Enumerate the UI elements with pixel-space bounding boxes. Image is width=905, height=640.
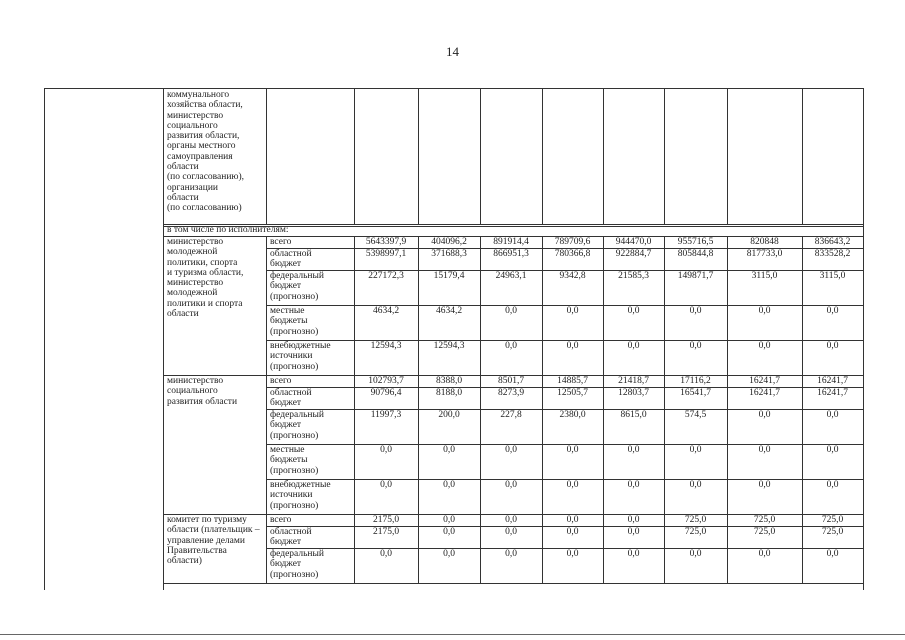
col-border — [418, 375, 419, 387]
col-border — [603, 387, 604, 409]
col-border — [480, 526, 481, 548]
value-cell: 3115,0 — [819, 271, 846, 281]
value-cell: 0,0 — [689, 480, 702, 490]
col-border — [480, 340, 481, 375]
value-cell: 227,8 — [500, 410, 522, 420]
executor-cell: министерство молодежной политики, спорта и туризма области, министерство молодежной политики и спорта области — [167, 237, 244, 320]
value-cell: 0,0 — [758, 410, 771, 420]
col-border — [480, 305, 481, 340]
value-cell: 0,0 — [826, 549, 839, 559]
value-cell: 16541,7 — [680, 388, 711, 398]
value-cell: 0,0 — [505, 515, 517, 525]
value-cell: 0,0 — [689, 445, 702, 455]
value-cell: 11997,3 — [370, 410, 402, 420]
source-cell: федеральный бюджет (прогнозно) — [270, 410, 324, 441]
value-cell: 8501,7 — [497, 376, 525, 386]
value-cell: 16241,7 — [817, 388, 848, 398]
col-border — [542, 236, 543, 248]
col-border — [266, 375, 267, 387]
value-cell: 0,0 — [758, 306, 771, 316]
col-border — [727, 514, 728, 526]
col-border — [802, 479, 803, 514]
value-cell: 0,0 — [566, 515, 579, 525]
value-cell: 0,0 — [627, 445, 640, 455]
source-cell: внебюджетные источники (прогнозно) — [270, 341, 331, 372]
col-border — [266, 444, 267, 479]
value-cell: 9342,8 — [559, 271, 586, 281]
col-border — [542, 479, 543, 514]
table-right-border — [863, 88, 864, 590]
col-border — [266, 340, 267, 375]
value-cell: 780366,8 — [554, 249, 591, 259]
col-border — [802, 236, 803, 248]
col-border — [418, 236, 419, 248]
col-border — [480, 236, 481, 248]
col-border — [354, 340, 355, 375]
col-border — [727, 375, 728, 387]
source-cell: местные бюджеты (прогнозно) — [270, 445, 319, 476]
source-cell: всего — [270, 237, 292, 247]
value-cell: 102793,7 — [368, 376, 404, 386]
value-cell: 8188,0 — [435, 388, 463, 398]
source-cell: местные бюджеты (прогнозно) — [270, 306, 319, 337]
col-border — [802, 375, 803, 387]
value-cell: 0,0 — [758, 341, 771, 351]
col-border — [542, 526, 543, 548]
col-border — [664, 236, 665, 248]
value-cell: 805844,8 — [677, 249, 714, 259]
value-cell: 817733,0 — [746, 249, 783, 259]
col-border — [727, 270, 728, 305]
value-cell: 0,0 — [443, 515, 455, 525]
col-border — [480, 548, 481, 583]
col-border — [266, 270, 267, 305]
executor-cell: комитет по туризму области (плательщик – управление делами Правительства области) — [167, 515, 260, 567]
value-cell: 8615,0 — [620, 410, 647, 420]
value-cell: 0,0 — [443, 480, 455, 490]
value-cell: 0,0 — [758, 445, 771, 455]
value-cell: 12594,3 — [433, 341, 465, 351]
col-border — [418, 409, 419, 444]
group-border — [163, 583, 863, 584]
col-border — [418, 248, 419, 270]
value-cell: 866951,3 — [493, 249, 529, 259]
col-border — [727, 305, 728, 340]
page-number: 14 — [446, 44, 459, 59]
col-border — [354, 409, 355, 444]
col-border — [603, 479, 604, 514]
col-border — [802, 514, 803, 526]
col-border-top — [480, 88, 481, 224]
col-border — [802, 270, 803, 305]
value-cell: 12803,7 — [618, 388, 649, 398]
col-border — [354, 305, 355, 340]
value-cell: 0,0 — [826, 341, 839, 351]
executor-cell: министерство социального развития области — [167, 376, 238, 407]
col-border — [542, 514, 543, 526]
col-border — [802, 526, 803, 548]
col-border — [664, 248, 665, 270]
col-border — [802, 444, 803, 479]
value-cell: 574,5 — [684, 410, 707, 420]
value-cell: 24963,1 — [495, 271, 527, 281]
col-border — [802, 305, 803, 340]
value-cell: 0,0 — [380, 480, 392, 490]
value-cell: 0,0 — [505, 480, 517, 490]
col-border — [664, 548, 665, 583]
value-cell: 12505,7 — [557, 388, 588, 398]
col-border — [418, 305, 419, 340]
value-cell: 0,0 — [627, 341, 640, 351]
value-cell: 16241,7 — [817, 376, 848, 386]
col-border — [802, 409, 803, 444]
col-border — [480, 514, 481, 526]
col-border — [354, 270, 355, 305]
value-cell: 15179,4 — [433, 271, 465, 281]
value-cell: 2175,0 — [372, 527, 400, 537]
col-border — [480, 444, 481, 479]
col-border — [354, 479, 355, 514]
value-cell: 725,0 — [684, 527, 707, 537]
col-border — [480, 375, 481, 387]
value-cell: 0,0 — [380, 445, 392, 455]
value-cell: 725,0 — [821, 515, 844, 525]
table-left-border — [44, 88, 45, 590]
source-cell: всего — [270, 515, 292, 525]
col-border-top — [727, 88, 728, 224]
value-cell: 404096,2 — [431, 237, 467, 247]
col-border-top — [802, 88, 803, 224]
col-border — [603, 514, 604, 526]
col-border — [354, 375, 355, 387]
col-border — [603, 444, 604, 479]
col-border — [603, 409, 604, 444]
value-cell: 0,0 — [627, 527, 640, 537]
value-cell: 0,0 — [689, 341, 702, 351]
col-border — [603, 270, 604, 305]
col-border — [418, 387, 419, 409]
col-border — [603, 248, 604, 270]
value-cell: 17116,2 — [680, 376, 711, 386]
page-bottom-edge — [0, 634, 905, 635]
col-border — [542, 387, 543, 409]
value-cell: 0,0 — [380, 549, 392, 559]
value-cell: 0,0 — [566, 341, 579, 351]
value-cell: 0,0 — [566, 306, 579, 316]
value-cell: 4634,2 — [435, 306, 463, 316]
col-border — [418, 526, 419, 548]
value-cell: 922884,7 — [615, 249, 652, 259]
col-border — [266, 409, 267, 444]
col-border — [727, 248, 728, 270]
col-border — [354, 444, 355, 479]
source-cell: всего — [270, 376, 292, 386]
col-border — [802, 548, 803, 583]
col-border — [354, 514, 355, 526]
col-border — [480, 270, 481, 305]
value-cell: 0,0 — [505, 527, 517, 537]
col-border — [727, 387, 728, 409]
col-border — [480, 248, 481, 270]
col-border — [418, 548, 419, 583]
top-executor-text: коммунального хозяйства области, министерство социального развития области, органы местного самоуправления области (по согласованию), организации области (по согласованию) — [167, 90, 245, 214]
value-cell: 0,0 — [826, 410, 839, 420]
col-border — [603, 236, 604, 248]
value-cell: 4634,2 — [372, 306, 400, 316]
col-border — [354, 236, 355, 248]
col-border — [542, 548, 543, 583]
value-cell: 0,0 — [758, 549, 771, 559]
col-border-top — [354, 88, 355, 224]
value-cell: 0,0 — [566, 549, 579, 559]
col-border-top — [266, 88, 267, 224]
col-border — [266, 305, 267, 340]
col-border — [542, 340, 543, 375]
col-border — [266, 248, 267, 270]
source-cell: федеральный бюджет (прогнозно) — [270, 549, 324, 580]
value-cell: 0,0 — [505, 306, 517, 316]
col-border — [802, 340, 803, 375]
col-border — [603, 375, 604, 387]
value-cell: 16241,7 — [749, 376, 780, 386]
col-border — [727, 444, 728, 479]
value-cell: 0,0 — [505, 445, 517, 455]
col-border — [603, 548, 604, 583]
col-border — [354, 548, 355, 583]
value-cell: 90796,4 — [370, 388, 402, 398]
col-border — [266, 548, 267, 583]
value-cell: 5398997,1 — [365, 249, 407, 259]
value-cell: 0,0 — [826, 306, 839, 316]
col-border — [802, 387, 803, 409]
col-border — [418, 444, 419, 479]
value-cell: 0,0 — [443, 527, 455, 537]
including-label: в том числе по исполнителям: — [167, 225, 289, 235]
value-cell: 0,0 — [627, 549, 640, 559]
col-border — [664, 387, 665, 409]
col-border — [480, 409, 481, 444]
value-cell: 0,0 — [826, 480, 839, 490]
value-cell: 820848 — [750, 237, 779, 247]
value-cell: 891914,4 — [493, 237, 529, 247]
value-cell: 5643397,9 — [365, 237, 407, 247]
value-cell: 0,0 — [689, 306, 702, 316]
value-cell: 8273,9 — [497, 388, 525, 398]
col-border — [727, 236, 728, 248]
value-cell: 0,0 — [627, 515, 640, 525]
value-cell: 0,0 — [826, 445, 839, 455]
source-cell: областной бюджет — [270, 249, 312, 270]
col-border — [664, 340, 665, 375]
col-border — [727, 548, 728, 583]
value-cell: 371688,3 — [431, 249, 467, 259]
value-cell: 3115,0 — [751, 271, 778, 281]
value-cell: 0,0 — [566, 480, 579, 490]
value-cell: 944470,0 — [615, 237, 652, 247]
col-border — [418, 270, 419, 305]
col-border — [664, 514, 665, 526]
col-border — [664, 526, 665, 548]
value-cell: 0,0 — [627, 306, 640, 316]
value-cell: 955716,5 — [677, 237, 714, 247]
table-top-border — [44, 88, 863, 89]
col-border — [542, 375, 543, 387]
col-border — [542, 270, 543, 305]
value-cell: 21418,7 — [618, 376, 649, 386]
value-cell: 2175,0 — [372, 515, 400, 525]
value-cell: 836643,2 — [814, 237, 851, 247]
value-cell: 8388,0 — [435, 376, 463, 386]
col-border — [354, 526, 355, 548]
col-border — [266, 479, 267, 514]
value-cell: 0,0 — [566, 527, 579, 537]
col-border — [480, 479, 481, 514]
value-cell: 12594,3 — [370, 341, 402, 351]
value-cell: 725,0 — [753, 527, 776, 537]
col-border — [664, 305, 665, 340]
value-cell: 0,0 — [443, 445, 455, 455]
col-border — [480, 387, 481, 409]
col-border-top — [418, 88, 419, 224]
source-cell: внебюджетные источники (прогнозно) — [270, 480, 331, 511]
col-border — [664, 375, 665, 387]
col-border — [542, 444, 543, 479]
col-border — [727, 340, 728, 375]
col-border — [603, 305, 604, 340]
col-border-top — [603, 88, 604, 224]
col-border — [266, 526, 267, 548]
col-border — [542, 409, 543, 444]
value-cell: 725,0 — [753, 515, 776, 525]
value-cell: 200,0 — [438, 410, 460, 420]
value-cell: 0,0 — [505, 341, 517, 351]
value-cell: 14885,7 — [557, 376, 588, 386]
col-border — [664, 270, 665, 305]
value-cell: 833528,2 — [814, 249, 851, 259]
col-border-top — [664, 88, 665, 224]
value-cell: 227172,3 — [368, 271, 404, 281]
value-cell: 725,0 — [821, 527, 844, 537]
col-border — [418, 479, 419, 514]
col-border — [802, 248, 803, 270]
source-cell: областной бюджет — [270, 388, 312, 409]
col-border — [603, 526, 604, 548]
col-border — [354, 248, 355, 270]
value-cell: 149871,7 — [677, 271, 714, 281]
value-cell: 2380,0 — [559, 410, 586, 420]
value-cell: 725,0 — [684, 515, 707, 525]
col-border — [664, 409, 665, 444]
col-border — [727, 526, 728, 548]
col-border — [266, 387, 267, 409]
col-border — [727, 479, 728, 514]
source-cell: федеральный бюджет (прогнозно) — [270, 271, 324, 302]
col-border — [354, 387, 355, 409]
value-cell: 16241,7 — [749, 388, 780, 398]
value-cell: 789709,6 — [554, 237, 591, 247]
col-border — [542, 305, 543, 340]
value-cell: 0,0 — [758, 480, 771, 490]
col-border-top — [542, 88, 543, 224]
col-border — [266, 236, 267, 248]
col-border — [266, 514, 267, 526]
source-cell: областной бюджет — [270, 527, 312, 548]
col-border — [418, 340, 419, 375]
col-border — [603, 340, 604, 375]
value-cell: 0,0 — [566, 445, 579, 455]
value-cell: 21585,3 — [618, 271, 649, 281]
value-cell: 0,0 — [443, 549, 455, 559]
value-cell: 0,0 — [627, 480, 640, 490]
col-border — [542, 248, 543, 270]
col-border — [418, 514, 419, 526]
value-cell: 0,0 — [505, 549, 517, 559]
value-cell: 0,0 — [689, 549, 702, 559]
col-border — [664, 479, 665, 514]
col-border — [727, 409, 728, 444]
col-border — [664, 444, 665, 479]
